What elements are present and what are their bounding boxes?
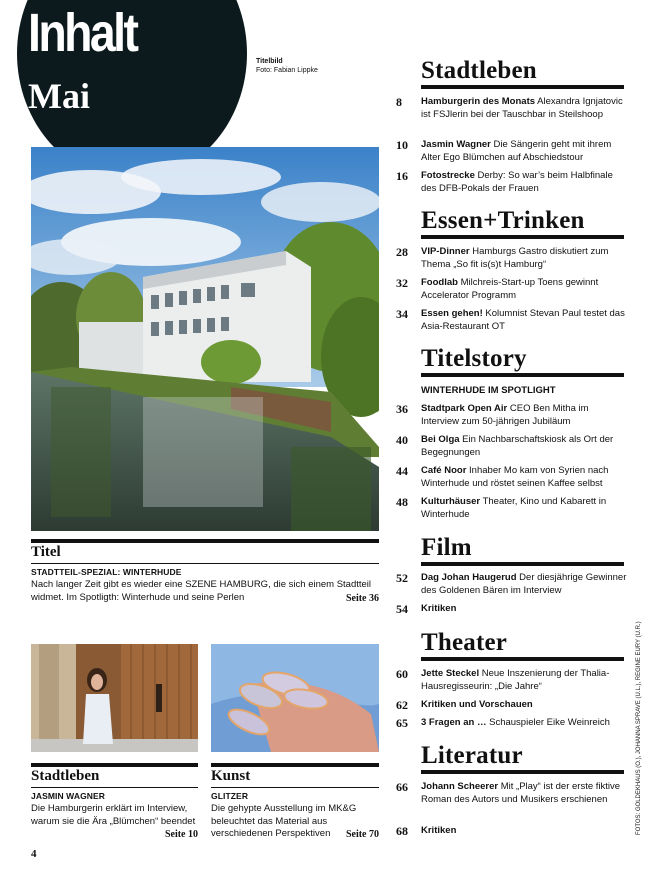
- toc-entry-title: Kritiken: [421, 825, 457, 836]
- kunst-teaser-text: Die gehypte Ausstellung im MK&G beleuchtet das Material aus verschiedenen Perspektiven: [211, 803, 357, 840]
- toc-entry[interactable]: [396, 139, 628, 164]
- toc-entry-title: Hamburgerin des Monats: [421, 96, 536, 107]
- toc-entry-text: Ein Nachbarschaftskiosk als Ort der Begegnungen: [421, 434, 614, 458]
- toc-entry[interactable]: [396, 496, 628, 521]
- cover-credit-title: Titelbild: [256, 58, 283, 65]
- toc-entry-text: Neue Inszenierung der Thalia-Hausregisseurin: „Die Jahre“: [421, 668, 610, 692]
- toc-entry-title: Fotostrecke: [421, 170, 475, 181]
- toc-entry[interactable]: [396, 668, 628, 693]
- toc-entry[interactable]: [396, 170, 628, 195]
- kunst-teaser[interactable]: [211, 803, 379, 841]
- toc-section-literatur: Literatur: [421, 742, 523, 769]
- section-heading-stadtleben-teaser: Stadtleben: [31, 763, 198, 788]
- toc-titelstory-subtitle: WINTERHUDE IM SPOTLIGHT: [421, 385, 556, 396]
- toc-entry-page: 54: [396, 602, 408, 616]
- toc-entry-title: Kulturhäuser: [421, 496, 481, 507]
- page-number: 4: [31, 848, 37, 860]
- toc-entry-title: Café Noor: [421, 465, 467, 476]
- toc-entry-title: Essen gehen!: [421, 308, 483, 319]
- main-photo-canal[interactable]: [31, 147, 379, 531]
- toc-entry[interactable]: [396, 465, 628, 490]
- toc-entry-title: Dag Johan Haugerud: [421, 572, 517, 583]
- toc-rule: [421, 235, 624, 239]
- toc-entry-page: 8: [396, 95, 402, 109]
- toc-entry-page: 65: [396, 716, 408, 730]
- toc-entry-text: Derby: So war’s beim Halbfinale des DFB-Pokals der Frauen: [421, 170, 613, 194]
- toc-entry-text: Inhaber Mo kam von Syrien nach Winterhude und röstet seinen Kaffee selbst: [421, 465, 609, 489]
- toc-entry-page: 62: [396, 698, 408, 712]
- toc-entry-text: CEO Ben Mitha im Interview zum 50-jährigen Jubiläum: [421, 403, 589, 427]
- glitter-nails-photo[interactable]: [211, 644, 379, 752]
- toc-entry-title: Jasmin Wagner: [421, 139, 491, 150]
- stadtleben-page-ref: Seite 10: [164, 829, 198, 841]
- toc-entry-page: 34: [396, 307, 408, 321]
- toc-entry-page: 68: [396, 824, 408, 838]
- section-heading-titel: Titel: [31, 539, 379, 564]
- cover-credit-photographer: Foto: Fabian Lippke: [256, 67, 318, 75]
- photo-credits-vertical: [636, 621, 648, 835]
- toc-entry-title: Jette Steckel: [421, 668, 480, 679]
- toc-rule: [421, 562, 624, 566]
- toc-section-film: Film: [421, 534, 472, 561]
- toc-entry[interactable]: [396, 699, 628, 712]
- toc-section-essen-trinken: Essen+Trinken: [421, 207, 585, 234]
- toc-entry-title: 3 Fragen an …: [421, 717, 487, 728]
- toc-rule: [421, 85, 624, 89]
- glitter-nails-illustration: [211, 644, 379, 752]
- toc-entry-text: Mit „Play“ ist der erste fiktive Roman des Autors und Musikers erschienen: [421, 781, 621, 805]
- toc-entry[interactable]: [396, 603, 628, 616]
- kunst-kicker: GLITZER: [211, 791, 249, 801]
- toc-entry-title: Kritiken: [421, 603, 457, 614]
- toc-section-theater: Theater: [421, 629, 508, 656]
- toc-entry-page: 36: [396, 402, 408, 416]
- jasmin-wagner-photo[interactable]: [31, 644, 198, 752]
- toc-rule: [421, 373, 624, 377]
- toc-entry-page: 60: [396, 667, 408, 681]
- toc-entry-title: Bei Olga: [421, 434, 460, 445]
- toc-rule: [421, 657, 624, 661]
- toc-entry-page: 32: [396, 276, 408, 290]
- toc-entry-page: 66: [396, 780, 408, 794]
- toc-entry[interactable]: [396, 277, 628, 302]
- jasmin-wagner-illustration: [31, 644, 198, 752]
- toc-entry-text: Hamburgs Gastro diskutiert zum Thema „So fit is(s)t Hamburg“: [421, 246, 609, 270]
- canal-illustration: [31, 147, 379, 531]
- toc-entry-page: 44: [396, 464, 408, 478]
- toc-entry-text: Milchreis-Start-up Toens gewinnt Accelerator Programm: [421, 277, 599, 301]
- stadtleben-teaser-text: Die Hamburgerin erklärt im Interview, warum sie die Ära „Blümchen“ beendet: [31, 803, 196, 827]
- toc-entry-title: Foodlab: [421, 277, 458, 288]
- toc-entry-title: Kritiken und Vorschauen: [421, 699, 533, 710]
- toc-entry-page: 16: [396, 169, 408, 183]
- photo-credits-text: FOTOS: GOLDEKHAUS (O.), JOHANNA SPRAVE (U.L.), REGINE EURY (U.R.): [636, 621, 642, 835]
- issue-month: Mai: [28, 76, 90, 116]
- toc-entry-title: Johann Scheerer: [421, 781, 499, 792]
- toc-entry[interactable]: [396, 96, 628, 121]
- titel-teaser[interactable]: [31, 579, 379, 605]
- toc-entry[interactable]: [396, 781, 628, 806]
- toc-entry-text: Theater, Kino und Kabarett in Winterhude: [421, 496, 607, 520]
- toc-entry-text: Alexandra Ignjatovic ist FSJlerin bei der Tauschbar in Steilshoop: [421, 96, 623, 120]
- stadtleben-teaser[interactable]: [31, 803, 198, 841]
- toc-rule: [421, 770, 624, 774]
- titel-teaser-text: Nach langer Zeit gibt es wieder eine SZENE HAMBURG, die sich einem Stadtteil widmet. Im Spotligth: Winterhude und seine Perlen: [31, 579, 372, 603]
- toc-entry-title: VIP-Dinner: [421, 246, 470, 257]
- cover-credit: [256, 57, 318, 76]
- toc-entry-page: 40: [396, 433, 408, 447]
- toc-entry[interactable]: [396, 825, 628, 838]
- toc-entry-text: Schauspieler Eike Weinreich: [486, 717, 610, 728]
- titel-kicker: STADTTEIL-SPEZIAL: WINTERHUDE: [31, 567, 182, 577]
- toc-entry[interactable]: [396, 572, 628, 597]
- toc-entry[interactable]: [396, 403, 628, 428]
- toc-section-stadtleben: Stadtleben: [421, 57, 537, 84]
- page-title: Inhalt: [28, 3, 137, 63]
- toc-entry[interactable]: [396, 717, 628, 730]
- toc-entry[interactable]: [396, 246, 628, 271]
- toc-entry-page: 28: [396, 245, 408, 259]
- toc-entry-title: Stadtpark Open Air: [421, 403, 508, 414]
- titel-page-ref: Seite 36: [345, 592, 379, 604]
- toc-entry-page: 10: [396, 138, 408, 152]
- stadtleben-kicker: JASMIN WAGNER: [31, 791, 106, 801]
- toc-entry-page: 48: [396, 495, 408, 509]
- section-heading-kunst: Kunst: [211, 763, 379, 788]
- toc-entry-text: Der diesjährige Gewinner des Goldenen Bären im Interview: [421, 572, 627, 596]
- toc-entry[interactable]: [396, 308, 628, 333]
- toc-entry-text: Die Sängerin geht mit ihrem Alter Ego Blümchen auf Abschiedstour: [421, 139, 612, 163]
- toc-entry[interactable]: [396, 434, 628, 459]
- toc-section-titelstory: Titelstory: [421, 345, 527, 372]
- toc-entry-text: Kolumnist Stevan Paul testet das Asia-Restaurant OT: [421, 308, 625, 332]
- toc-entry-page: 52: [396, 571, 408, 585]
- kunst-page-ref: Seite 70: [345, 829, 379, 841]
